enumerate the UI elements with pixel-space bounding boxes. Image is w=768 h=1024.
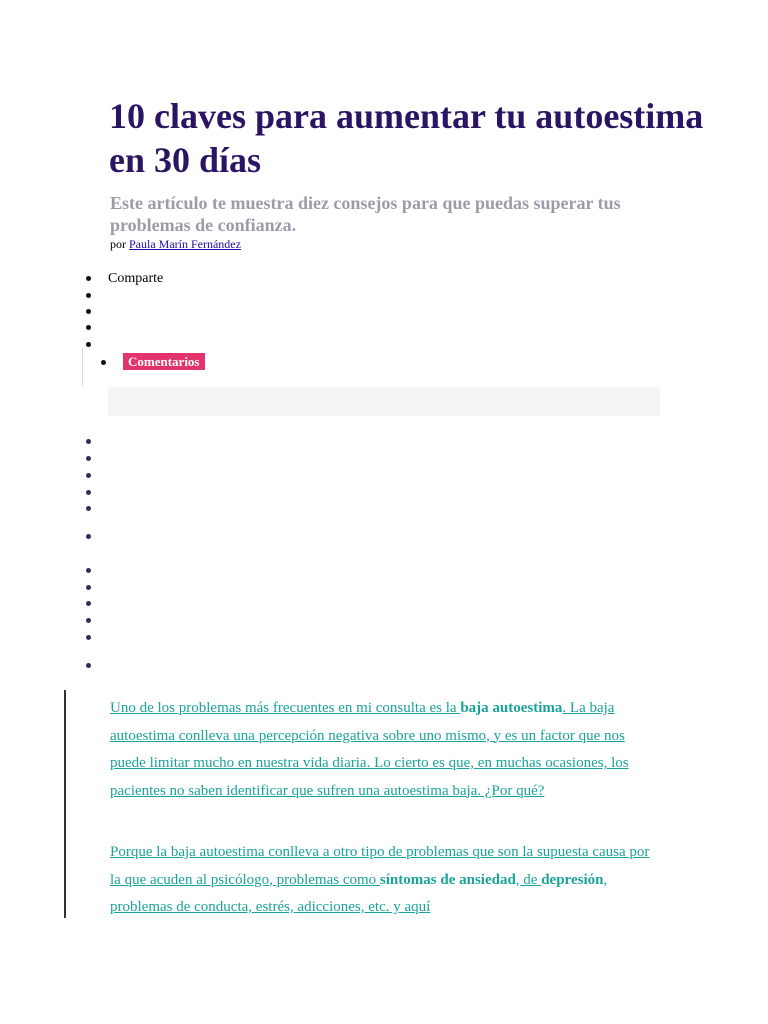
quote-rule: [64, 690, 66, 918]
list-bullet: [86, 568, 91, 573]
list-bullet: [86, 473, 91, 478]
list-bullet: [86, 534, 91, 539]
list-bullet: [86, 663, 91, 668]
comments-button[interactable]: Comentarios: [123, 353, 205, 370]
keyword-link-ansiedad[interactable]: síntomas de ansiedad: [379, 871, 516, 888]
article-subtitle: Este artículo te muestra diez consejos para que puedas superar tus problemas de confianza.: [110, 193, 621, 235]
paragraph-text: Uno de los problemas más frecuentes en mi consulta es la: [110, 700, 461, 716]
share-list-bullet: [86, 276, 91, 281]
paragraph-text: . La baja autoestima conlleva una percepción negativa sobre uno mismo, y es un factor que nos puede limitar mucho en nuestra vida diaria. Lo cierto es que, en muchas ocasiones, los pacientes no saben identificar que sufren una autoestima baja. ¿Por qué?: [110, 700, 629, 799]
list-bullet: [86, 585, 91, 590]
byline-prefix: por: [110, 237, 126, 251]
byline: [110, 236, 241, 252]
list-bullet: [86, 490, 91, 495]
share-twitter-icon[interactable]: [86, 309, 91, 314]
divider: [82, 348, 83, 386]
paragraph-text: , de: [515, 871, 542, 888]
list-bullet: [86, 506, 91, 511]
share-linkedin-icon[interactable]: [86, 325, 91, 330]
list-bullet: [86, 635, 91, 640]
keyword-link-depresion[interactable]: depresión: [541, 871, 604, 888]
share-facebook-icon[interactable]: [86, 293, 91, 298]
list-bullet: [86, 456, 91, 461]
list-bullet: [86, 618, 91, 623]
list-bullet: [86, 439, 91, 444]
body-paragraph-1[interactable]: [110, 695, 662, 805]
keyword-link-baja-autoestima[interactable]: baja autoestima: [460, 700, 563, 716]
body-paragraph-2[interactable]: [110, 839, 662, 922]
article-title: 10 claves para aumentar tu autoestima en 30 días: [109, 96, 704, 180]
author-link[interactable]: Paula Marín Fernández: [129, 237, 241, 251]
list-bullet: [86, 601, 91, 606]
ad-placeholder: [108, 387, 660, 416]
paragraph-text: , problemas de conducta, estrés, adicciones, etc. y aquí: [110, 871, 608, 915]
share-email-icon[interactable]: [86, 342, 91, 347]
share-label: Comparte: [108, 271, 164, 286]
paragraph-text: Porque la baja autoestima conlleva a otro tipo de problemas que son la supuesta causa por la que acuden al psicólogo, problemas como: [110, 844, 650, 888]
comments-list-bullet: [101, 360, 106, 365]
